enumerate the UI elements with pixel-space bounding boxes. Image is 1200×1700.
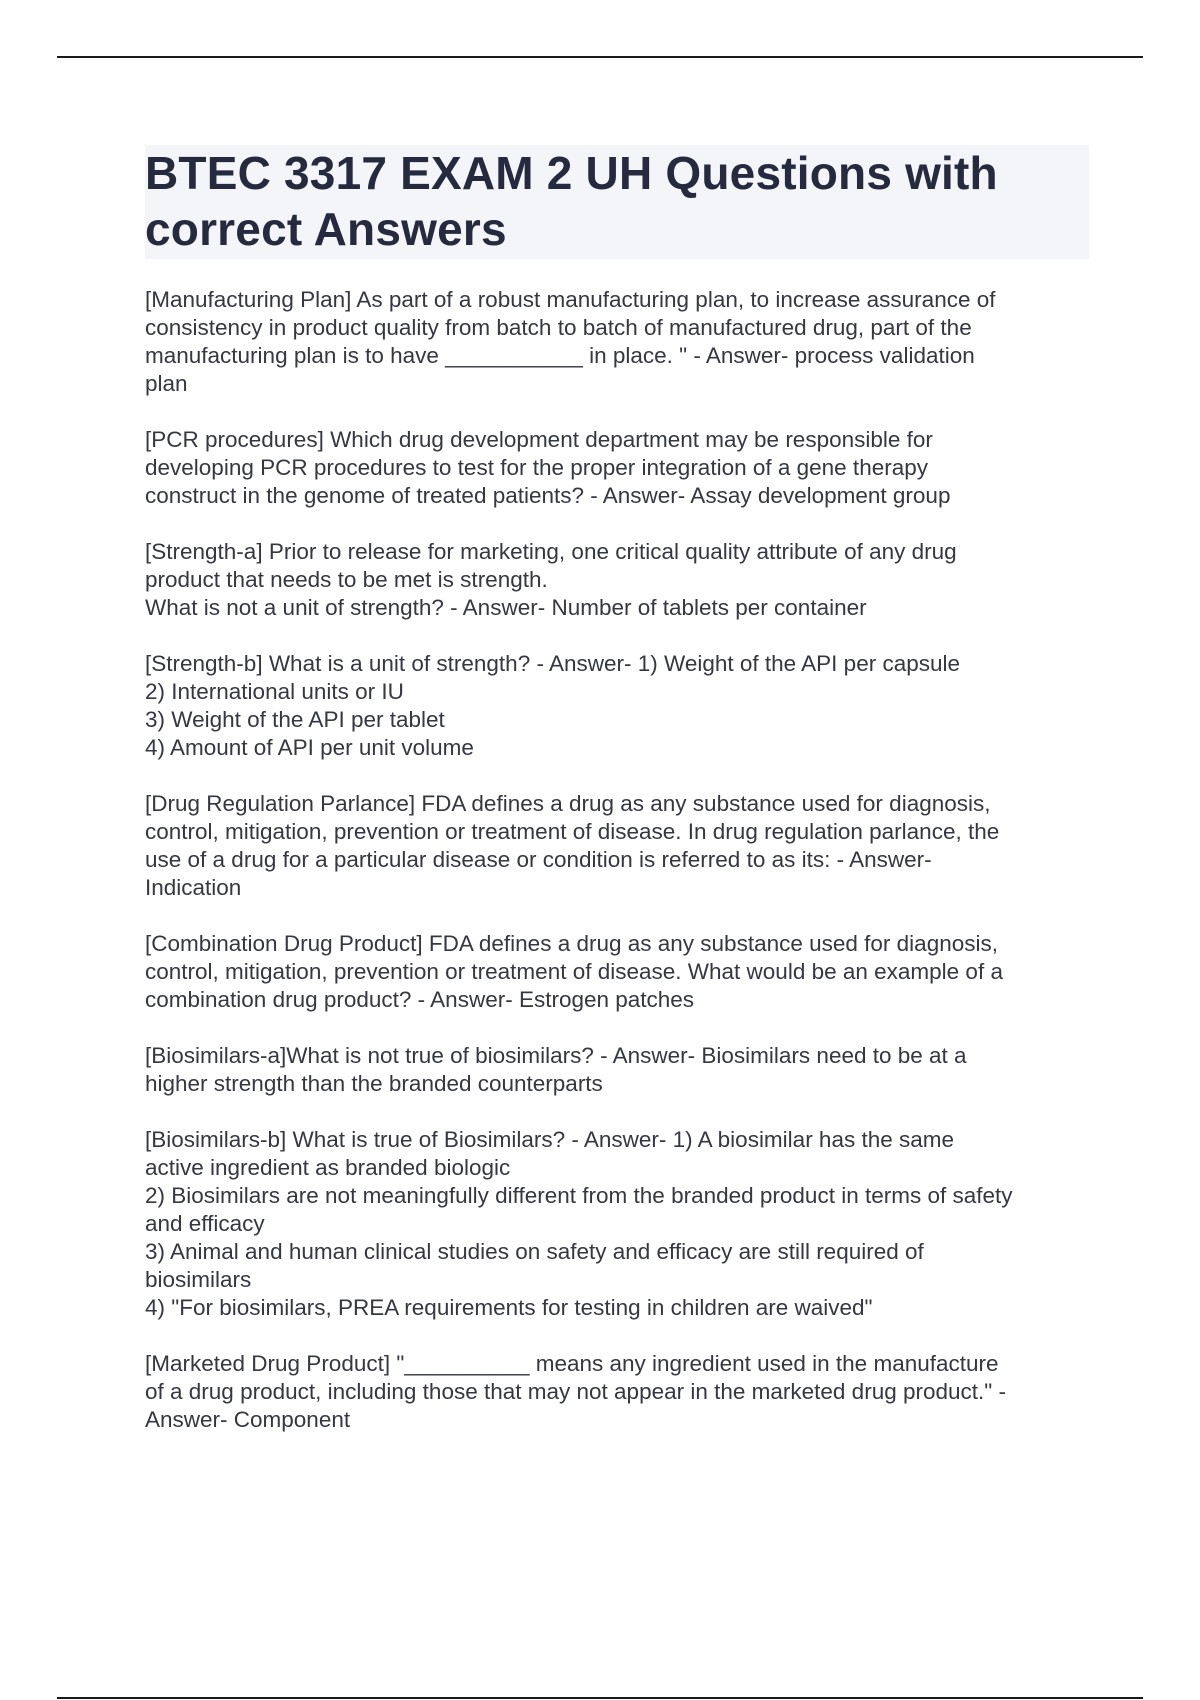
- qa-line: [Manufacturing Plan] As part of a robust manufacturing plan, to increase assurance of: [145, 287, 996, 312]
- qa-line: biosimilars: [145, 1267, 252, 1292]
- qa-line: plan: [145, 371, 188, 396]
- qa-line: [Strength-a] Prior to release for marketing, one critical quality attribute of any drug: [145, 539, 957, 564]
- qa-item-biosimilars-a: [145, 1042, 1089, 1098]
- page-title: [145, 145, 1089, 257]
- qa-line: developing PCR procedures to test for the proper integration of a gene therapy: [145, 455, 928, 480]
- qa-line: [PCR procedures] Which drug development department may be responsible for: [145, 427, 933, 452]
- qa-line: 2) International units or IU: [145, 679, 404, 704]
- title-line: BTEC 3317 EXAM 2 UH Questions with: [145, 147, 998, 199]
- qa-item-drug-regulation-parlance: [145, 790, 1089, 902]
- qa-item-manufacturing-plan: [145, 286, 1089, 398]
- qa-line: What is not a unit of strength? - Answer- Number of tablets per container: [145, 595, 867, 620]
- title-line: correct Answers: [145, 203, 507, 255]
- qa-line: of a drug product, including those that may not appear in the marketed drug product." -: [145, 1379, 1006, 1404]
- qa-line: control, mitigation, prevention or treatment of disease. What would be an example of a: [145, 959, 1003, 984]
- bottom-rule: [57, 1697, 1143, 1699]
- qa-line: 3) Weight of the API per tablet: [145, 707, 445, 732]
- qa-line: construct in the genome of treated patients? - Answer- Assay development group: [145, 483, 951, 508]
- qa-line: [Biosimilars-b] What is true of Biosimilars? - Answer- 1) A biosimilar has the same: [145, 1127, 955, 1152]
- qa-line: 3) Animal and human clinical studies on safety and efficacy are still required of: [145, 1239, 924, 1264]
- qa-line: [Marketed Drug Product] "__________ means any ingredient used in the manufacture: [145, 1351, 999, 1376]
- qa-line: 4) "For biosimilars, PREA requirements for testing in children are waived": [145, 1295, 873, 1320]
- qa-line: 2) Biosimilars are not meaningfully different from the branded product in terms of safety: [145, 1183, 1013, 1208]
- qa-line: [Strength-b] What is a unit of strength? - Answer- 1) Weight of the API per capsule: [145, 651, 960, 676]
- qa-line: control, mitigation, prevention or treatment of disease. In drug regulation parlance, the: [145, 819, 1000, 844]
- qa-item-combination-drug-product: [145, 930, 1089, 1014]
- qa-line: 4) Amount of API per unit volume: [145, 735, 474, 760]
- top-rule: [57, 56, 1143, 58]
- qa-line: active ingredient as branded biologic: [145, 1155, 511, 1180]
- qa-line: and efficacy: [145, 1211, 265, 1236]
- qa-item-pcr-procedures: [145, 426, 1089, 510]
- qa-line: [Combination Drug Product] FDA defines a drug as any substance used for diagnosis,: [145, 931, 998, 956]
- qa-list: [145, 286, 1089, 1434]
- qa-line: Indication: [145, 875, 242, 900]
- qa-line: Answer- Component: [145, 1407, 351, 1432]
- title-box: [145, 145, 1089, 259]
- qa-item-biosimilars-b: [145, 1126, 1089, 1322]
- qa-line: product that needs to be met is strength.: [145, 567, 548, 592]
- qa-line: [Biosimilars-a]What is not true of biosimilars? - Answer- Biosimilars need to be at a: [145, 1043, 967, 1068]
- qa-line: higher strength than the branded counterparts: [145, 1071, 603, 1096]
- qa-item-strength-a: [145, 538, 1089, 622]
- qa-line: manufacturing plan is to have ___________ in place. " - Answer- process validation: [145, 343, 975, 368]
- qa-line: use of a drug for a particular disease or condition is referred to as its: - Answer-: [145, 847, 932, 872]
- qa-item-strength-b: [145, 650, 1089, 762]
- qa-line: [Drug Regulation Parlance] FDA defines a drug as any substance used for diagnosis,: [145, 791, 991, 816]
- document-body: [145, 145, 1089, 1462]
- qa-item-marketed-drug-product: [145, 1350, 1089, 1434]
- qa-line: consistency in product quality from batch to batch of manufactured drug, part of the: [145, 315, 972, 340]
- qa-line: combination drug product? - Answer- Estrogen patches: [145, 987, 695, 1012]
